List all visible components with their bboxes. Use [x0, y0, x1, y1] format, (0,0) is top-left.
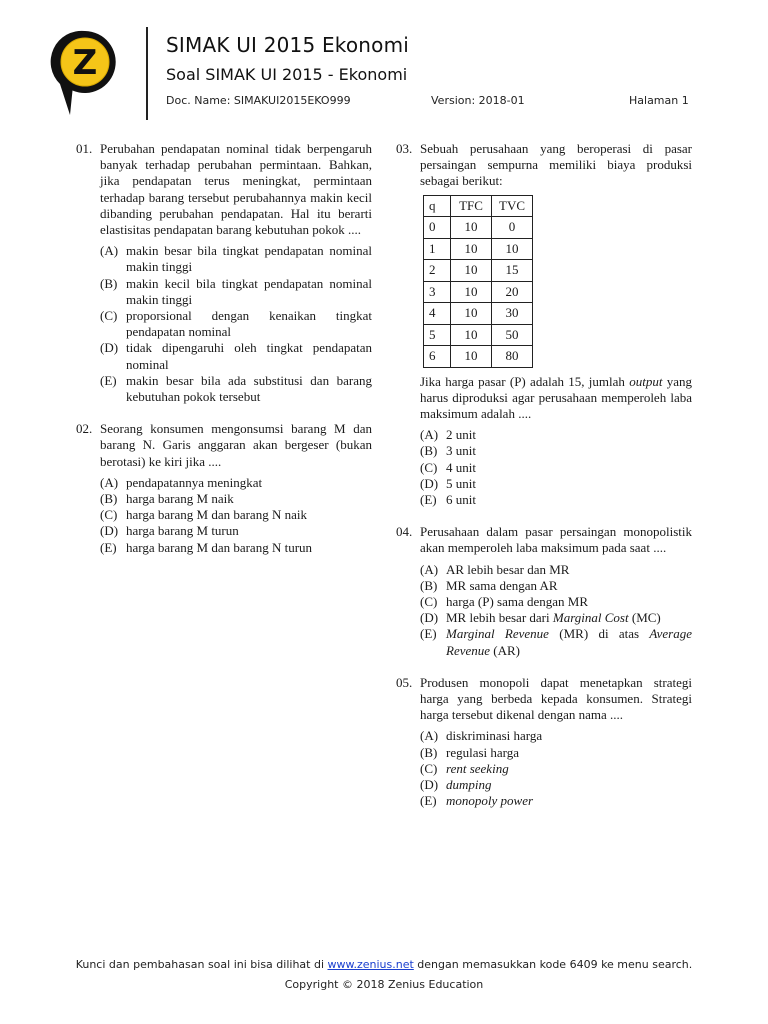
question-number: 04.	[396, 524, 413, 540]
table-cell: 4	[424, 303, 451, 325]
option-d	[420, 476, 692, 492]
table-cell: 0	[492, 217, 533, 239]
table-cell: 15	[492, 260, 533, 282]
table-row	[424, 346, 533, 368]
option-e	[420, 793, 692, 809]
table-header-cell: q	[424, 195, 451, 217]
option-text: 2 unit	[446, 427, 476, 443]
option-label: (B)	[100, 491, 118, 507]
footer-text: dengan memasukkan kode 6409 ke menu search.	[413, 958, 693, 971]
option-text-italic: rent seeking	[446, 760, 509, 776]
question-01	[76, 141, 372, 405]
text-part: yang harus diproduksi agar perusahaan memperoleh laba maksimum adalah ....	[420, 373, 692, 422]
option-label: (B)	[420, 744, 438, 760]
option-label: (A)	[420, 561, 439, 577]
option-label: (A)	[420, 728, 439, 744]
option-text: (MC)	[628, 610, 661, 626]
table-row	[424, 281, 533, 303]
option-label: (C)	[420, 594, 438, 610]
text-part-italic: output	[629, 373, 663, 389]
table-cell: 0	[424, 217, 451, 239]
cost-table	[423, 195, 533, 368]
table-cell: 5	[424, 324, 451, 346]
table-cell: 10	[451, 217, 492, 239]
option-text-italic: Marginal Cost	[552, 610, 629, 626]
text-part: Jika harga pasar (P) adalah 15, jumlah	[420, 373, 630, 389]
table-cell: 30	[492, 303, 533, 325]
table-cell: 2	[424, 260, 451, 282]
table-row	[424, 303, 533, 325]
option-text: proporsional dengan kenaikan tingkat pendapatan nominal	[126, 308, 372, 340]
copyright: Copyright © 2018 Zenius Education	[284, 978, 484, 991]
option-text-italic: Marginal Revenue	[446, 626, 549, 642]
table-header-cell: TVC	[492, 195, 533, 217]
option-label: (C)	[420, 760, 438, 776]
question-text: Seorang konsumen mengonsumsi barang M dan barang N. Garis anggaran akan bergeser (bukan berotasi) ke kiri jika ....	[100, 421, 372, 469]
option-text: MR lebih besar dari	[446, 610, 553, 626]
table-cell: 10	[451, 324, 492, 346]
option-text: regulasi harga	[446, 744, 520, 760]
page-number: Halaman 1	[629, 94, 689, 107]
question-number: 01.	[76, 141, 93, 156]
question-text-continued	[420, 374, 692, 423]
table-row	[424, 238, 533, 260]
option-label: (E)	[100, 539, 117, 555]
option-label: (E)	[420, 626, 437, 642]
option-d	[100, 340, 372, 372]
option-text: harga barang M naik	[126, 491, 234, 507]
option-text: harga barang M dan barang N turun	[126, 539, 313, 555]
table-row	[424, 324, 533, 346]
option-label: (D)	[420, 475, 439, 491]
option-text: MR sama dengan AR	[446, 577, 558, 593]
table-header-cell: TFC	[451, 195, 492, 217]
option-text-italic: Average Revenue	[446, 626, 692, 658]
logo-letter: Z	[72, 43, 98, 83]
option-e	[420, 626, 692, 658]
option-label: (C)	[100, 507, 118, 523]
option-label: (D)	[100, 523, 119, 539]
question-04	[396, 524, 692, 659]
option-b	[100, 276, 372, 308]
option-b	[420, 578, 692, 594]
page-subtitle: Soal SIMAK UI 2015 - Ekonomi	[166, 65, 408, 84]
option-d	[100, 523, 372, 539]
table-cell: 3	[424, 281, 451, 303]
option-text: 5 unit	[446, 475, 476, 491]
option-c	[100, 507, 372, 523]
option-text: tidak dipengaruhi oleh tingkat pendapatan nominal	[126, 340, 372, 372]
option-e	[100, 373, 372, 405]
question-number: 03.	[396, 141, 413, 156]
option-label: (C)	[100, 308, 118, 324]
table-header-row	[424, 195, 533, 217]
option-text: (MR) di atas	[548, 626, 650, 642]
option-text: diskriminasi harga	[446, 728, 543, 744]
option-text: AR lebih besar dan MR	[446, 561, 570, 577]
option-a	[420, 427, 692, 443]
option-label: (D)	[420, 610, 439, 626]
footer-text: Kunci dan pembahasan soal ini bisa dilihat di	[75, 958, 328, 971]
table-cell: 10	[451, 346, 492, 368]
option-label: (A)	[420, 427, 439, 443]
option-label: (D)	[420, 777, 439, 793]
option-label: (B)	[420, 443, 438, 459]
option-a	[100, 475, 372, 491]
option-text: harga (P) sama dengan MR	[446, 594, 589, 610]
option-text-italic: dumping	[446, 777, 492, 793]
option-e	[100, 540, 372, 556]
option-text: makin kecil bila tingkat pendapatan nominal makin tinggi	[126, 275, 372, 307]
option-text: makin besar bila ada substitusi dan barang kebutuhan pokok tersebut	[126, 372, 372, 405]
question-05	[396, 675, 692, 810]
option-list	[420, 562, 692, 659]
option-text-italic: monopoly power	[446, 793, 534, 809]
question-02	[76, 421, 372, 556]
option-list	[420, 728, 692, 809]
question-text: Produsen monopoli dapat menetapkan strategi harga yang berbeda kepada konsumen. Strategi harga tersebut dikenal dengan nama ....	[420, 674, 692, 723]
option-label: (A)	[100, 243, 119, 259]
zenius-link[interactable]: www.zenius.net	[327, 958, 414, 971]
option-text: makin besar bila tingkat pendapatan nominal makin tinggi	[126, 243, 372, 275]
option-label: (E)	[100, 372, 117, 388]
option-list	[100, 243, 372, 405]
table-cell: 10	[451, 238, 492, 260]
option-text: pendapatannya meningkat	[126, 474, 263, 490]
table-cell: 10	[451, 260, 492, 282]
option-text: 6 unit	[446, 492, 476, 508]
right-column	[396, 141, 692, 809]
option-label: (C)	[420, 459, 438, 475]
question-03	[396, 141, 692, 508]
option-a	[420, 728, 692, 744]
footer-note	[0, 958, 768, 971]
option-list	[100, 475, 372, 556]
table-cell: 1	[424, 238, 451, 260]
question-number: 05.	[396, 674, 413, 690]
option-c	[420, 594, 692, 610]
option-a	[100, 243, 372, 275]
option-label: (A)	[100, 474, 119, 490]
option-label: (B)	[420, 577, 438, 593]
option-b	[100, 491, 372, 507]
table-cell: 10	[451, 303, 492, 325]
option-c	[100, 308, 372, 340]
option-label: (D)	[100, 340, 119, 356]
page-title: SIMAK UI 2015 Ekonomi	[166, 33, 410, 57]
table-cell: 10	[492, 238, 533, 260]
option-label: (E)	[420, 793, 437, 809]
option-c	[420, 460, 692, 476]
zenius-logo	[50, 27, 120, 119]
option-d	[420, 777, 692, 793]
option-label: (B)	[100, 275, 118, 291]
table-row	[424, 260, 533, 282]
question-text: Sebuah perusahaan yang beroperasi di pasar persaingan sempurna memiliki biaya produksi sebagai berikut:	[420, 141, 692, 189]
option-b	[420, 745, 692, 761]
doc-name: Doc. Name: SIMAKUI2015EKO999	[166, 94, 351, 107]
option-b	[420, 443, 692, 459]
table-cell: 10	[451, 281, 492, 303]
header-divider	[146, 27, 148, 120]
option-text: (AR)	[490, 642, 520, 658]
table-row	[424, 217, 533, 239]
question-text: Perubahan pendapatan nominal tidak berpengaruh banyak terhadap perubahan permintaan. Bahkan, jika pendapatan terus meningkat, permintaan terhadap barang tersebut perubahannya makin kecil dibanding perubahan pendapatan. Hal itu berarti elastisitas pendapatan barang kebutuhan pokok ....	[100, 141, 372, 238]
option-c	[420, 761, 692, 777]
option-label: (E)	[420, 492, 437, 508]
option-text: harga barang M dan barang N naik	[126, 507, 307, 523]
table-cell: 50	[492, 324, 533, 346]
option-text: 3 unit	[446, 443, 476, 459]
question-number: 02.	[76, 421, 93, 437]
option-text: 4 unit	[446, 459, 476, 475]
table-cell: 80	[492, 346, 533, 368]
table-cell: 20	[492, 281, 533, 303]
doc-version: Version: 2018-01	[431, 94, 525, 107]
question-text: Perusahaan dalam pasar persaingan monopolistik akan memperoleh laba maksimum pada saat ....	[420, 524, 692, 556]
table-cell: 6	[424, 346, 451, 368]
option-list	[420, 427, 692, 508]
option-e	[420, 492, 692, 508]
option-text: harga barang M turun	[126, 523, 239, 539]
option-a	[420, 562, 692, 578]
option-d	[420, 610, 692, 626]
left-column	[76, 141, 372, 556]
